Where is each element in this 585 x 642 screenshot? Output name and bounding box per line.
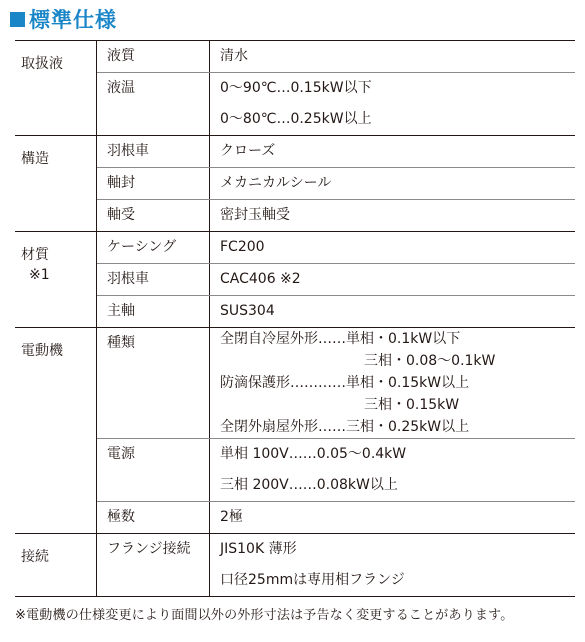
row-label: 極数	[97, 502, 210, 533]
square-bullet-icon	[10, 12, 25, 27]
category-cell	[15, 136, 97, 231]
spec-row	[97, 72, 575, 135]
category-cell	[15, 41, 97, 135]
row-label: 液質	[97, 41, 210, 72]
spec-row	[97, 136, 575, 167]
category-label: 構造	[21, 151, 49, 167]
category-label: 接続	[21, 549, 49, 565]
row-label: 軸受	[97, 200, 210, 231]
spec-row	[97, 167, 575, 199]
row-label: 液温	[97, 73, 210, 135]
row-value: メカニカルシール	[220, 175, 332, 191]
row-value: 0〜80℃…0.25kW以上	[220, 111, 372, 127]
spec-group-structure	[15, 135, 575, 231]
row-label: 羽根車	[97, 136, 210, 167]
row-value: 密封玉軸受	[220, 207, 290, 223]
spec-group-connection	[15, 533, 575, 596]
spec-group-motor	[15, 327, 575, 533]
spec-row	[97, 438, 575, 501]
section-heading-text: 標準仕様	[29, 8, 117, 32]
spec-row	[97, 41, 575, 72]
row-value: 三相 200V……0.08kW以上	[220, 477, 398, 493]
spec-row	[97, 295, 575, 327]
category-label: 取扱液	[21, 56, 63, 72]
spec-row	[97, 534, 575, 596]
spec-row	[97, 263, 575, 295]
row-label: フランジ接続	[97, 534, 210, 596]
row-label: 種類	[97, 328, 210, 438]
spec-row	[97, 199, 575, 231]
spec-table	[15, 40, 575, 597]
row-value: クローズ	[220, 143, 276, 159]
row-value: 口径25mmは専用相フランジ	[220, 572, 405, 588]
category-note: ※1	[29, 267, 50, 283]
row-value: CAC406 ※2	[220, 271, 301, 287]
footnote: ※電動機の仕様変更により面間以外の外形寸法は予告なく変更することがあります。	[15, 608, 514, 623]
row-value: 防滴保護形…………単相・0.15kW以上	[220, 375, 470, 391]
row-label: 電源	[97, 439, 210, 501]
row-value: 単相 100V……0.05〜0.4kW	[220, 446, 407, 462]
row-value: FC200	[220, 239, 265, 255]
category-cell	[15, 328, 97, 533]
row-value: 三相・0.08〜0.1kW	[364, 353, 496, 369]
row-value: 全閉自冷屋外形……単相・0.1kW以下	[220, 331, 461, 347]
spec-group-liquid	[15, 41, 575, 135]
category-cell	[15, 534, 97, 596]
row-value: 全閉外扇屋外形……三相・0.25kW以上	[220, 419, 470, 435]
spec-row	[97, 232, 575, 263]
spec-row	[97, 501, 575, 533]
row-label: 軸封	[97, 168, 210, 199]
row-value: JIS10K 薄形	[220, 541, 297, 557]
row-value: 清水	[220, 48, 248, 64]
row-value: 三相・0.15kW	[364, 397, 460, 413]
row-value: 2極	[220, 509, 243, 525]
row-label: 羽根車	[97, 264, 210, 295]
category-cell	[15, 232, 97, 327]
category-label: 材質	[21, 247, 49, 263]
row-label: ケーシング	[97, 232, 210, 263]
row-label: 主軸	[97, 296, 210, 327]
row-value: 0〜90℃…0.15kW以下	[220, 80, 372, 96]
spec-group-material	[15, 231, 575, 327]
section-heading	[10, 6, 117, 32]
spec-row	[97, 328, 575, 438]
row-value: SUS304	[220, 303, 275, 319]
category-label: 電動機	[21, 343, 63, 359]
